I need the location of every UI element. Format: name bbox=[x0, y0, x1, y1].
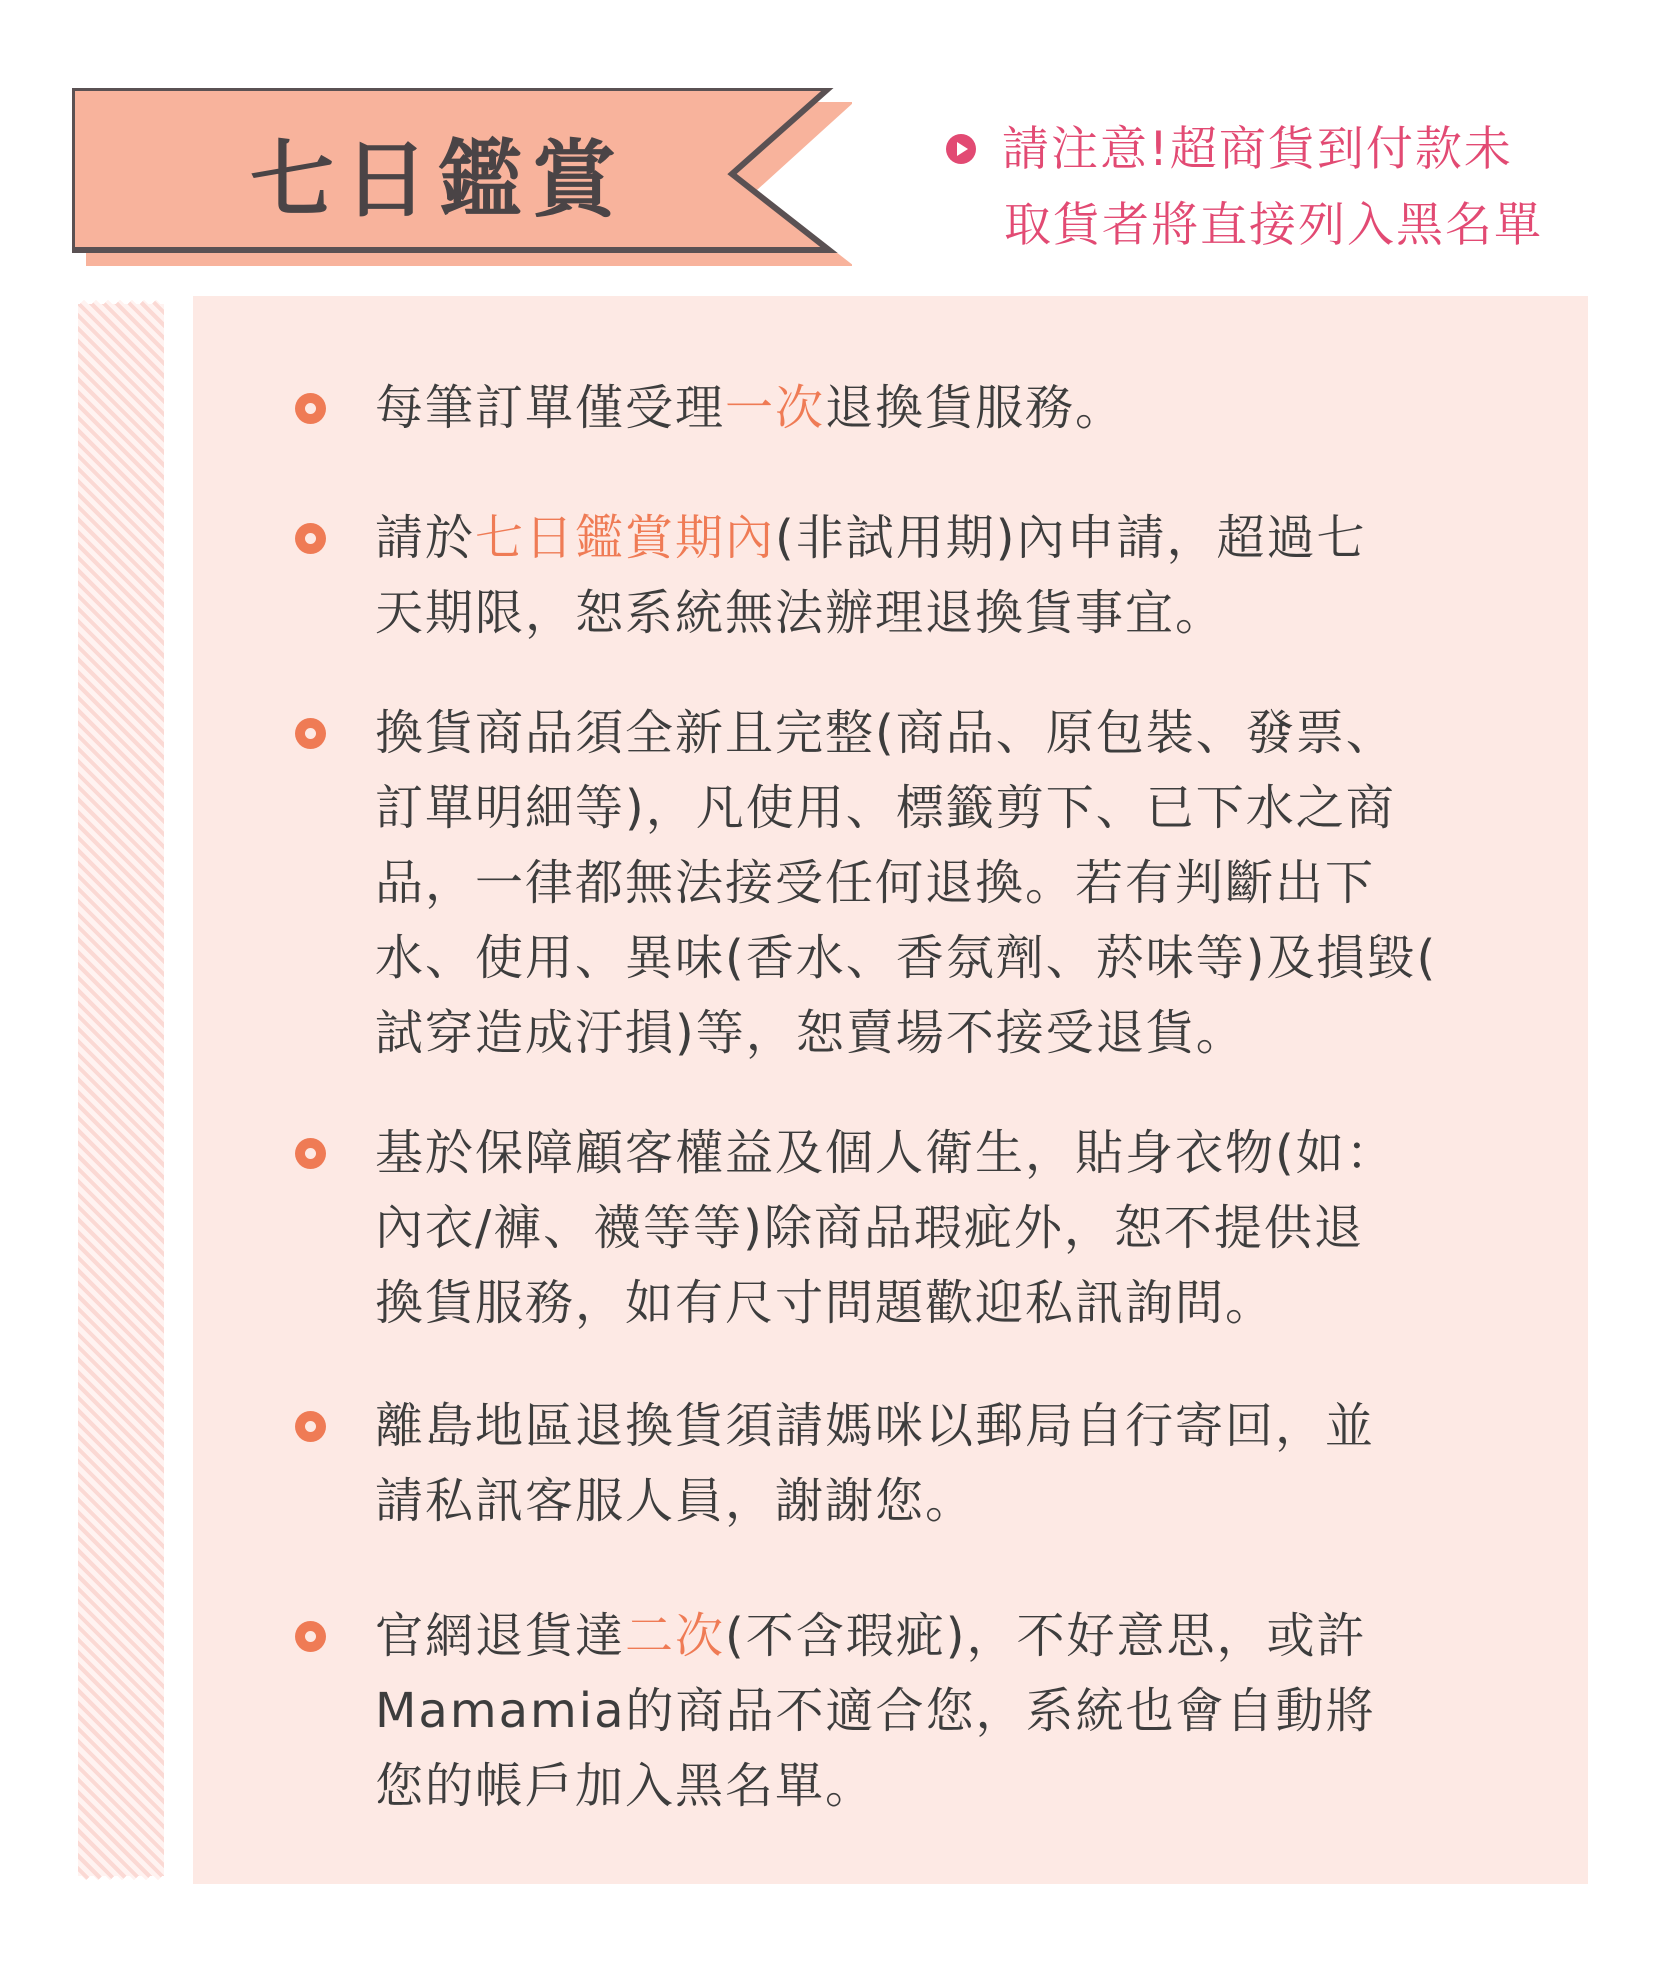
rule-segment: Mamamia的商品不適合您，系統也會自動將 bbox=[375, 1683, 1376, 1739]
rule-segment: 訂單明細等)，凡使用、標籤剪下、已下水之商 bbox=[375, 780, 1396, 836]
rule-segment: 基於保障顧客權益及個人衛生，貼身衣物(如： bbox=[375, 1125, 1396, 1181]
rule-line bbox=[375, 1674, 1495, 1749]
bullet-circle-icon bbox=[295, 393, 326, 424]
rule-segment: 內衣/褲、襪等等)除商品瑕疵外，恕不提供退 bbox=[375, 1200, 1364, 1256]
rule-line bbox=[375, 1266, 1495, 1341]
rule-segment: 試穿造成汙損)等，恕賣場不接受退貨。 bbox=[375, 1005, 1246, 1061]
highlight-text: 一次 bbox=[725, 380, 826, 436]
rule-segment: (非試用期)內申請，超過七 bbox=[775, 510, 1367, 566]
rule-line bbox=[375, 501, 1495, 576]
page-title: 七日鑑賞 bbox=[250, 130, 627, 229]
rule-line bbox=[375, 371, 1495, 446]
rule-line bbox=[375, 1116, 1495, 1191]
rule-line bbox=[375, 1599, 1495, 1674]
rule-line bbox=[375, 1191, 1495, 1266]
rule-line bbox=[375, 696, 1495, 771]
bullet-circle-icon bbox=[295, 1621, 326, 1652]
bullet-circle-icon bbox=[295, 1138, 326, 1169]
rule-line bbox=[375, 846, 1495, 921]
bullet-circle-icon bbox=[295, 718, 326, 749]
rule-text bbox=[375, 1389, 1495, 1539]
notice-line-2: 取貨者將直接列入黑名單 bbox=[1004, 198, 1543, 253]
rule-text bbox=[375, 501, 1495, 651]
decorative-stripe bbox=[78, 296, 164, 1884]
rule-segment: 離島地區退換貨須請媽咪以郵局自行寄回，並 bbox=[375, 1398, 1376, 1454]
rule-text bbox=[375, 1599, 1495, 1824]
rule-line bbox=[375, 1464, 1495, 1539]
rule-line bbox=[375, 1389, 1495, 1464]
highlight-text: 二次 bbox=[625, 1608, 726, 1664]
rule-segment: 退換貨服務。 bbox=[825, 380, 1126, 436]
rule-segment: 換貨商品須全新且完整(商品、原包裝、發票、 bbox=[375, 705, 1396, 761]
rule-text bbox=[375, 1116, 1495, 1341]
rules-panel bbox=[193, 296, 1588, 1884]
notice bbox=[946, 112, 1596, 264]
rule-text bbox=[375, 696, 1495, 1071]
rule-segment: 換貨服務，如有尺寸問題歡迎私訊詢問。 bbox=[375, 1275, 1276, 1331]
notice-line-1: 請注意!超商貨到付款未 bbox=[946, 112, 1596, 188]
highlight-text: 七日鑑賞期內 bbox=[475, 510, 776, 566]
rule-segment: 天期限，恕系統無法辦理退換貨事宜。 bbox=[375, 585, 1226, 641]
rule-segment: 每筆訂單僅受理 bbox=[375, 380, 726, 436]
rule-line bbox=[375, 771, 1495, 846]
bullet-circle-icon bbox=[295, 1411, 326, 1442]
rule-line bbox=[375, 1749, 1495, 1824]
play-circle-icon bbox=[946, 134, 976, 164]
rule-segment: 請私訊客服人員，謝謝您。 bbox=[375, 1473, 976, 1529]
rule-line bbox=[375, 996, 1495, 1071]
rule-text bbox=[375, 371, 1495, 446]
rule-segment: 請於 bbox=[375, 510, 476, 566]
rule-segment: 官網退貨達 bbox=[375, 1608, 626, 1664]
rule-segment: 您的帳戶加入黑名單。 bbox=[375, 1758, 876, 1814]
title-ribbon bbox=[72, 88, 852, 273]
rule-segment: (不含瑕疵)，不好意思，或許 bbox=[725, 1608, 1367, 1664]
rule-segment: 品，一律都無法接受任何退換。若有判斷出下 bbox=[375, 855, 1376, 911]
bullet-circle-icon bbox=[295, 523, 326, 554]
rule-line bbox=[375, 576, 1495, 651]
rule-line bbox=[375, 921, 1495, 996]
rule-segment: 水、使用、異味(香水、香氛劑、菸味等)及損毀( bbox=[375, 930, 1438, 986]
